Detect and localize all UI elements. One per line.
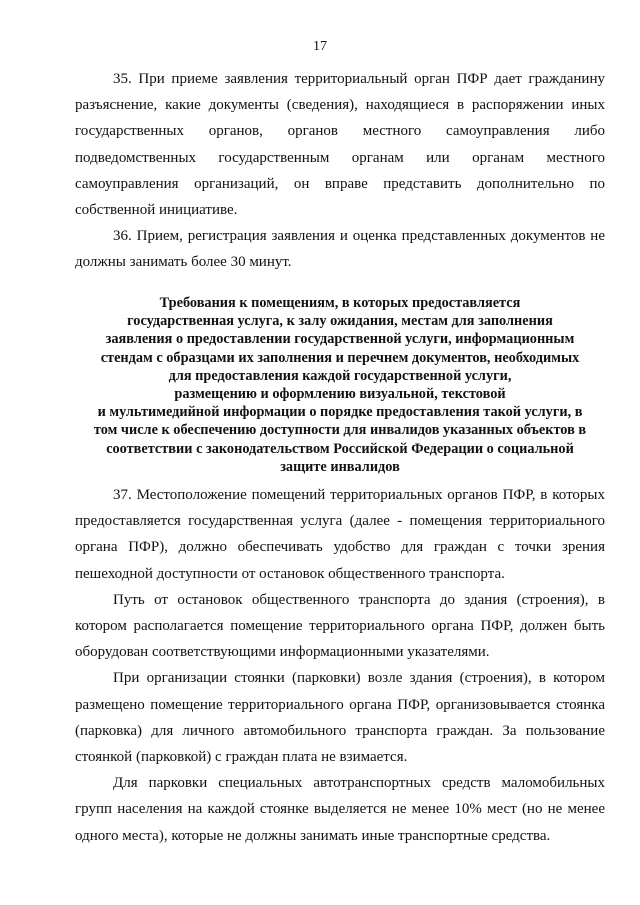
section-heading bbox=[90, 294, 590, 476]
paragraph-37: 37. Местоположение помещений территориальных органов ПФР, в которых предоставляется государственная услуга (далее - помещения территориального органа ПФР), должно обеспечивать удобство для граждан с точки зрения пешеходной доступности от остановок общественного транспорта. bbox=[75, 487, 605, 582]
heading-line: для предоставления каждой государственной услуги, bbox=[168, 367, 512, 384]
page-number: 17 bbox=[313, 39, 327, 54]
paragraph-parking: При организации стоянки (парковки) возле здания (строения), в котором размещено помещение территориального органа ПФР, организовывается стоянка (парковка) для личного автомобильного транспорта граждан. За пользование стоянкой (парковкой) с граждан плата не взимается. bbox=[75, 670, 605, 766]
heading-line: том числе к обеспечению доступности для инвалидов указанных объектов в bbox=[93, 422, 587, 439]
heading-line: стендам с образцами их заполнения и перечнем документов, необходимых bbox=[100, 349, 580, 366]
heading-line: Требования к помещениям, в которых предоставляется bbox=[159, 295, 521, 311]
paragraph-disabled-parking: Для парковки специальных автотранспортных средств маломобильных групп населения на каждой стоянке выделяется не менее 10% мест (но не менее одного места), которые не должны занимать иные транспортные средства. bbox=[75, 775, 605, 844]
paragraphs-top bbox=[75, 66, 605, 276]
heading-line: размещению и оформлению визуальной, текстовой bbox=[174, 386, 506, 403]
heading-line: заявления о предоставлении государственной услуги, информационным bbox=[105, 331, 575, 348]
heading-line: защите инвалидов bbox=[280, 458, 400, 475]
heading-line: соответствии с законодательством Российской Федерации о социальной bbox=[106, 440, 574, 457]
heading-line: государственная услуга, к залу ожидания, местам для заполнения bbox=[127, 313, 553, 330]
paragraph-35: 35. При приеме заявления территориальный орган ПФР дает гражданину разъяснение, какие документы (сведения), находящиеся в распоряжении иных государственных органов, органов местного самоуправления либо подведомственных государственным органам или органам местного самоуправления организаций, он вправе представить дополнительно по собственной инициативе. bbox=[75, 71, 605, 219]
heading-line: и мультимедийной информации о порядке предоставления такой услуги, в bbox=[97, 404, 583, 421]
paragraphs-bottom bbox=[75, 482, 605, 849]
paragraph-36: 36. Прием, регистрация заявления и оценка представленных документов не должны занимать более 30 минут. bbox=[75, 228, 605, 271]
paragraph-path: Путь от остановок общественного транспорта до здания (строения), в котором располагается помещение территориального органа ПФР, должен быть оборудован соответствующими информационными указателями. bbox=[75, 591, 605, 661]
